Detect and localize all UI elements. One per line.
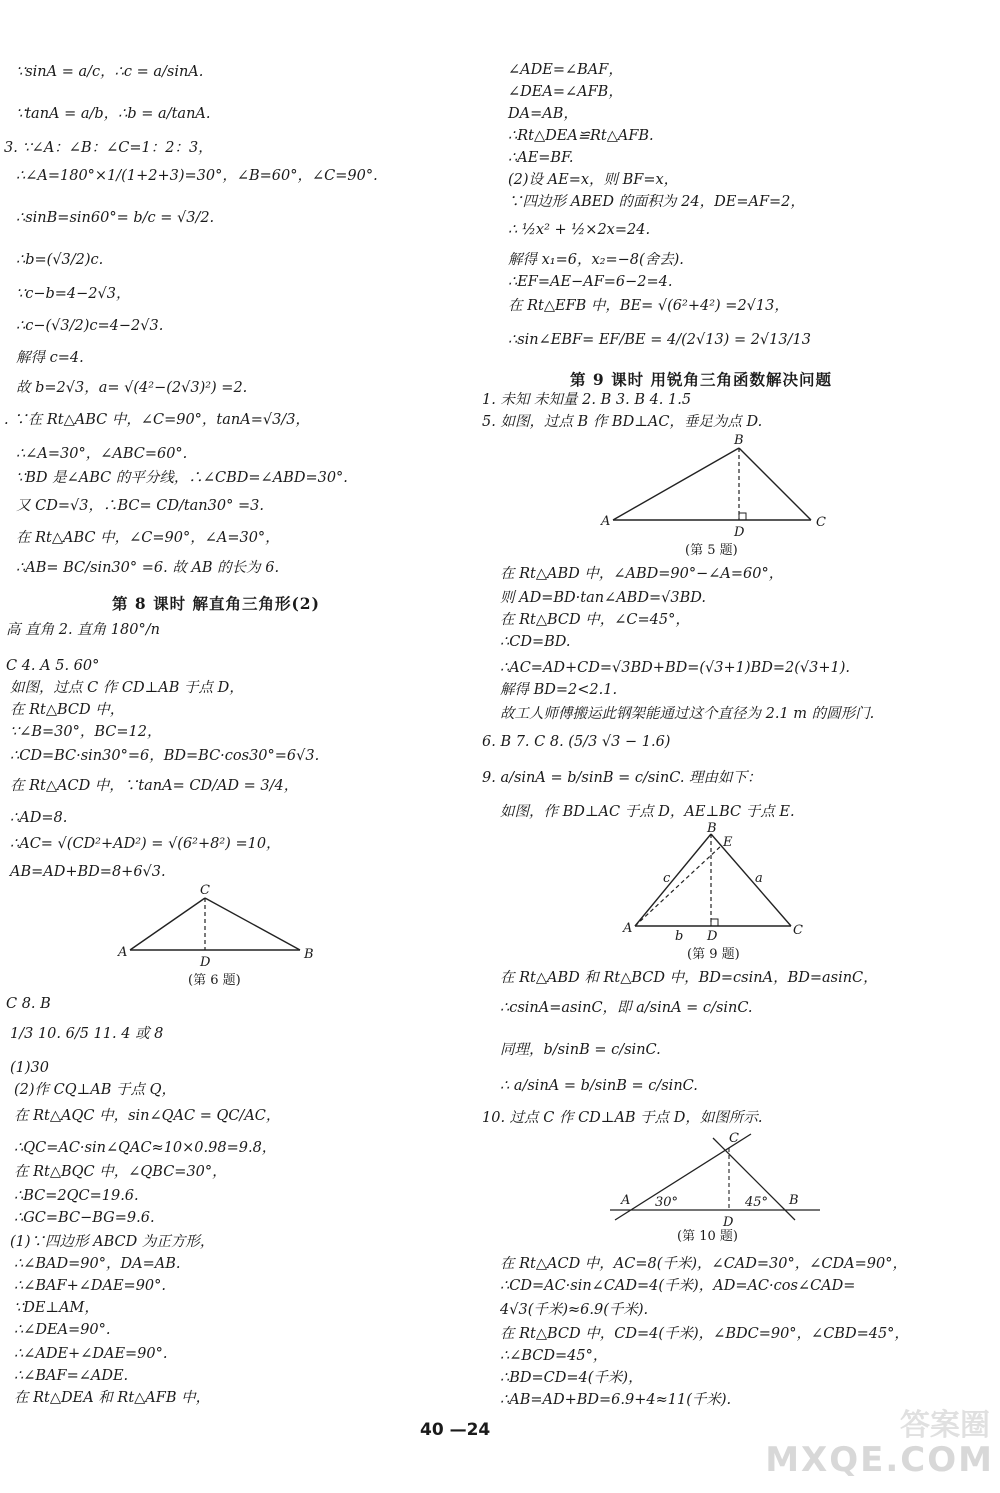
fig9-label-side-c: c xyxy=(663,871,671,886)
fig5-label-d: D xyxy=(734,525,745,540)
left-line: ∴AB= BC/sin30° =6. 故 AB 的长为 6. xyxy=(16,560,280,576)
left-line: ∵DE⊥AM， xyxy=(14,1300,99,1316)
left-line: ∴∠BAD=90°，DA=AB. xyxy=(14,1256,181,1272)
right-line: 在 Rt△EFB 中，BE= √(6²+4²) =2√13， xyxy=(508,298,789,314)
left-line: 在 Rt△BQC 中，∠QBC=30°， xyxy=(14,1164,227,1180)
left-line: (1)30 xyxy=(10,1060,49,1076)
watermark-site: MXQE.COM xyxy=(765,1440,994,1480)
left-line: ∴b=(√3/2)c. xyxy=(16,252,104,268)
fig6-label-d: D xyxy=(200,955,211,970)
fig9-label-side-b: b xyxy=(675,929,684,944)
right-line: 解得 BD=2<2.1. xyxy=(500,682,618,698)
right-line: DA=AB， xyxy=(508,106,578,122)
fig9-label-a: A xyxy=(623,921,633,936)
right-line: 1. 未知 未知量 2. B 3. B 4. 1.5 xyxy=(482,392,692,408)
left-line: ∴AC= √(CD²+AD²) = √(6²+8²) =10， xyxy=(10,836,281,852)
left-line: ∵sinA = a/c，∴c = a/sinA. xyxy=(16,64,204,80)
left-line: ∴CD=BC·sin30°=6，BD=BC·cos30°=6√3. xyxy=(10,748,320,764)
left-line: ∵c−b=4−2√3， xyxy=(16,286,131,302)
right-line: ∵四边形 ABED 的面积为 24，DE=AF=2， xyxy=(508,194,805,210)
left-line: C 4. A 5. 60° xyxy=(6,658,100,674)
right-line: ∴ a/sinA = b/sinB = c/sinC. xyxy=(500,1078,698,1094)
fig6-label-b: B xyxy=(304,947,314,962)
left-line: 在 Rt△ACD 中，∵tanA= CD/AD = 3/4， xyxy=(10,778,299,794)
left-line: 在 Rt△DEA 和 Rt△AFB 中， xyxy=(14,1390,211,1406)
right-line: 6. B 7. C 8. (5/3 √3 − 1.6) xyxy=(482,734,671,750)
fig10-angle-30: 30° xyxy=(655,1195,679,1210)
fig10-angle-45: 45° xyxy=(745,1195,769,1210)
right-line: ∴ ½x² + ½×2x=24. xyxy=(508,222,651,238)
left-line: ∴QC=AC·sin∠QAC≈10×0.98=9.8， xyxy=(14,1140,277,1156)
left-line: 在 Rt△AQC 中，sin∠QAC = QC/AC， xyxy=(14,1108,281,1124)
fig9-label-side-a: a xyxy=(755,871,763,886)
fig9-label-e: E xyxy=(723,835,733,850)
right-line: ∴AE=BF. xyxy=(508,150,574,166)
section-heading-lesson8: 第 8 课时 解直角三角形(2) xyxy=(112,594,320,613)
right-line: 解得 x₁=6，x₂=−8(舍去). xyxy=(508,252,684,268)
fig6-label-c: C xyxy=(200,883,210,898)
left-line: ∴∠BAF+∠DAE=90°. xyxy=(14,1278,167,1294)
fig10-caption: (第 10 题) xyxy=(677,1229,738,1244)
right-line: 在 Rt△ABD 中，∠ABD=90°−∠A=60°， xyxy=(500,566,784,582)
right-line: ∴csinA=asinC，即 a/sinA = c/sinC. xyxy=(500,1000,753,1016)
left-line: ∴GC=BC−BG=9.6. xyxy=(14,1210,155,1226)
left-line: ∴BC=2QC=19.6. xyxy=(14,1188,139,1204)
fig10-label-b: B xyxy=(789,1193,799,1208)
left-line: 高 直角 2. 直角 180°/n xyxy=(6,622,160,638)
fig9-caption: (第 9 题) xyxy=(687,947,740,962)
right-line: 在 Rt△ABD 和 Rt△BCD 中，BD=csinA，BD=asinC， xyxy=(500,970,878,986)
left-line: ∵BD 是∠ABC 的平分线，∴∠CBD=∠ABD=30°. xyxy=(16,470,348,486)
left-line: AB=AD+BD=8+6√3. xyxy=(10,864,166,880)
figure-6 xyxy=(110,880,330,990)
figure-9 xyxy=(615,822,815,964)
right-line: ∴∠BCD=45°， xyxy=(500,1348,608,1364)
right-line: ∠DEA=∠AFB， xyxy=(508,84,623,100)
right-line: 9. a/sinA = b/sinB = c/sinC. 理由如下： xyxy=(482,770,762,786)
right-line: ∴AB=AD+BD=6.9+4≈11(千米). xyxy=(500,1392,732,1408)
left-line: 故 b=2√3，a= √(4²−(2√3)²) =2. xyxy=(16,380,248,396)
watermark-logo: 答案圈 xyxy=(900,1408,990,1443)
left-line: (1)∵四边形 ABCD 为正方形， xyxy=(10,1234,215,1250)
left-line: . ∵在 Rt△ABC 中，∠C=90°，tanA=√3/3， xyxy=(4,412,310,428)
right-line: 在 Rt△BCD 中，∠C=45°， xyxy=(500,612,690,628)
left-line: ∴∠A=180°×1/(1+2+3)=30°，∠B=60°，∠C=90°. xyxy=(16,168,378,184)
left-line: ∴∠ADE+∠DAE=90°. xyxy=(14,1346,168,1362)
left-line: ∴∠DEA=90°. xyxy=(14,1322,111,1338)
right-line: ∠ADE=∠BAF， xyxy=(508,62,623,78)
left-line: 1/3 10. 6/5 11. 4 或 8 xyxy=(10,1026,164,1042)
fig5-label-b: B xyxy=(734,433,744,448)
left-line: 如图，过点 C 作 CD⊥AB 于点 D， xyxy=(10,680,244,696)
right-line: 在 Rt△BCD 中，CD=4(千米)，∠BDC=90°，∠CBD=45°， xyxy=(500,1326,909,1342)
figure-5 xyxy=(595,430,835,560)
section-heading-lesson9: 第 9 课时 用锐角三角函数解决问题 xyxy=(570,370,832,389)
fig10-label-c: C xyxy=(729,1131,739,1146)
right-line: 5. 如图，过点 B 作 BD⊥AC，垂足为点 D. xyxy=(482,414,763,430)
right-line: 同理，b/sinB = c/sinC. xyxy=(500,1042,661,1058)
fig9-label-c: C xyxy=(793,923,803,938)
page-number: 40 —24 xyxy=(420,1420,491,1440)
right-line: 如图，作 BD⊥AC 于点 D，AE⊥BC 于点 E. xyxy=(500,804,795,820)
right-line: ∴BD=CD=4(千米)， xyxy=(500,1370,643,1386)
left-line: (2)作 CQ⊥AB 于点 Q， xyxy=(14,1082,176,1098)
fig10-label-a: A xyxy=(621,1193,631,1208)
fig9-label-b: B xyxy=(707,822,717,836)
right-line: ∴CD=AC·sin∠CAD=4(千米)，AD=AC·cos∠CAD= xyxy=(500,1278,856,1294)
right-line: ∴CD=BD. xyxy=(500,634,571,650)
left-line: 又 CD=√3，∴BC= CD/tan30° =3. xyxy=(16,498,264,514)
fig5-caption: (第 5 题) xyxy=(685,543,738,558)
right-line: ∴sin∠EBF= EF/BE = 4/(2√13) = 2√13/13 xyxy=(508,332,811,348)
right-line: 则 AD=BD·tan∠ABD=√3BD. xyxy=(500,590,706,606)
fig5-label-a: A xyxy=(601,514,611,529)
right-line: 10. 过点 C 作 CD⊥AB 于点 D，如图所示. xyxy=(482,1110,763,1126)
left-line: 在 Rt△BCD 中， xyxy=(10,702,125,718)
left-line: ∴AD=8. xyxy=(10,810,68,826)
fig10-label-d: D xyxy=(723,1215,734,1230)
left-line: ∴∠BAF=∠ADE. xyxy=(14,1368,129,1384)
fig6-caption: (第 6 题) xyxy=(188,973,241,988)
left-line: ∴∠A=30°，∠ABC=60°. xyxy=(16,446,188,462)
left-line: 在 Rt△ABC 中，∠C=90°，∠A=30°， xyxy=(16,530,280,546)
fig5-label-c: C xyxy=(816,515,826,530)
left-line: 解得 c=4. xyxy=(16,350,84,366)
right-line: 故工人师傅搬运此钢架能通过这个直径为 2.1 m 的圆形门. xyxy=(500,706,875,722)
right-line: (2)设 AE=x，则 BF=x， xyxy=(508,172,679,188)
fig9-label-d: D xyxy=(707,929,718,944)
left-line: ∴c−(√3/2)c=4−2√3. xyxy=(16,318,164,334)
left-line: C 8. B xyxy=(6,996,51,1012)
left-line: ∵tanA = a/b，∴b = a/tanA. xyxy=(16,106,211,122)
right-line: ∴AC=AD+CD=√3BD+BD=(√3+1)BD=2(√3+1). xyxy=(500,660,850,676)
left-line: 3. ∵∠A：∠B：∠C=1：2：3， xyxy=(4,140,213,156)
right-line: 4√3(千米)≈6.9(千米). xyxy=(500,1302,649,1318)
fig6-label-a: A xyxy=(118,945,128,960)
figure-10 xyxy=(605,1128,825,1246)
right-line: 在 Rt△ACD 中，AC=8(千米)，∠CAD=30°，∠CDA=90°， xyxy=(500,1256,907,1272)
left-line: ∵∠B=30°，BC=12， xyxy=(10,724,162,740)
left-line: ∴sinB=sin60°= b/c = √3/2. xyxy=(16,210,215,226)
right-line: ∴Rt△DEA≌Rt△AFB. xyxy=(508,128,654,144)
right-line: ∴EF=AE−AF=6−2=4. xyxy=(508,274,673,290)
